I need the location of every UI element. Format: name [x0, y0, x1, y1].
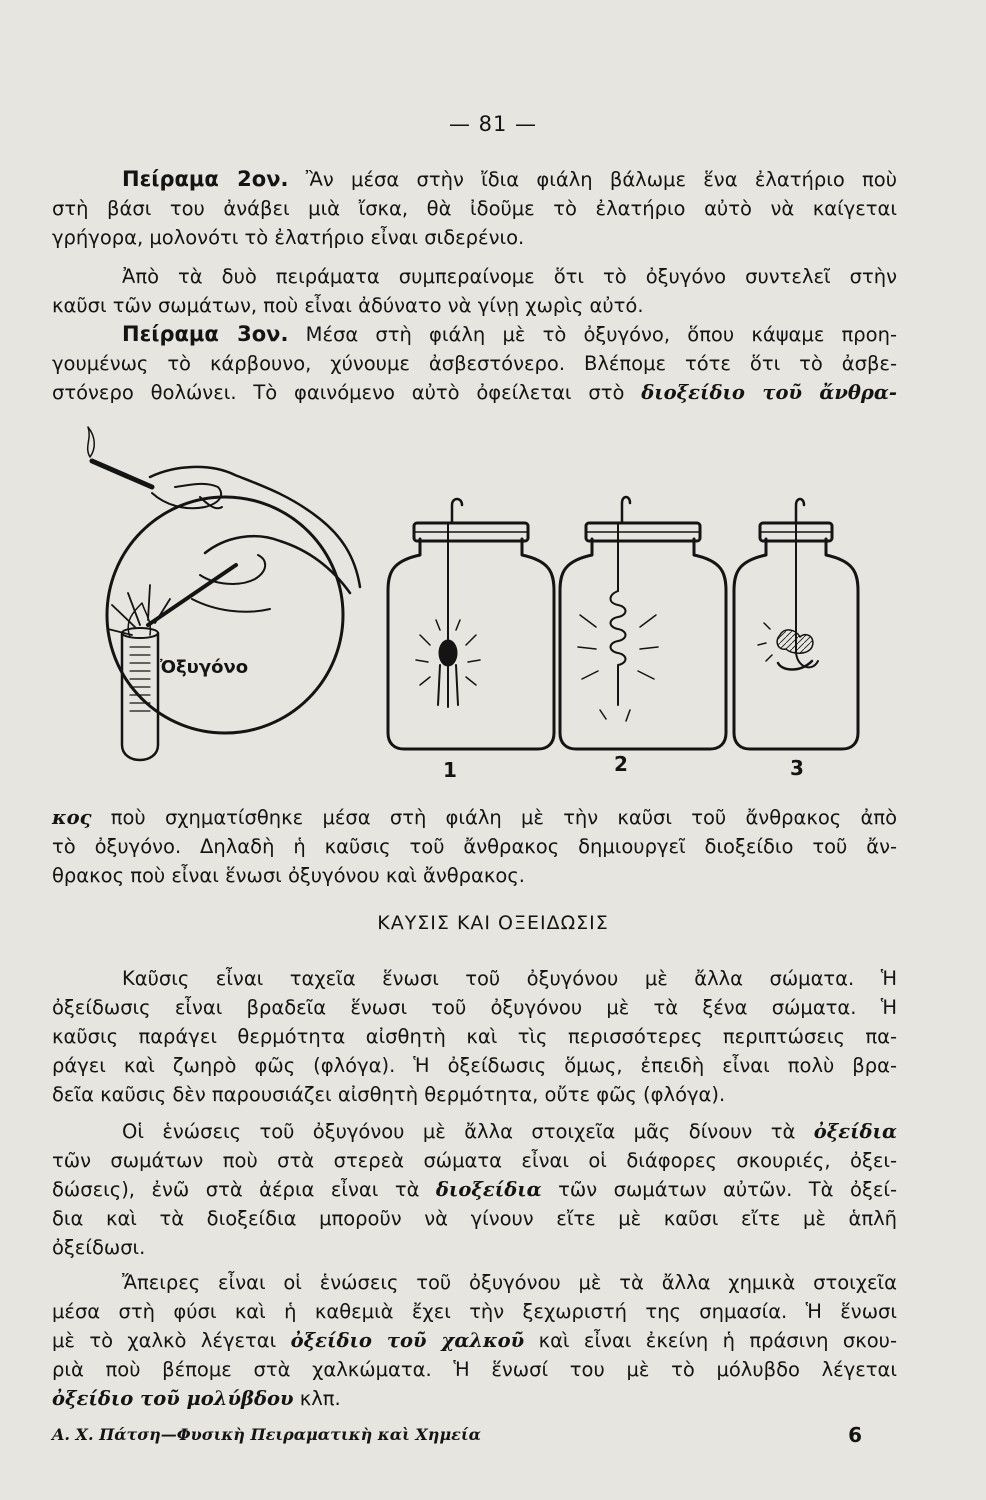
bottle-3 — [734, 499, 858, 749]
compounds-line: κλπ. — [293, 1387, 341, 1410]
compounds-line: καὶ εἶναι ἐκείνη ἡ πράσινη σκου- — [524, 1329, 898, 1352]
oxides-line: τῶν σωμάτων ποὺ στὰ στερεὰ σώματα εἶναι οἱ διάφορες σκουριές, ὀξει- — [52, 1149, 897, 1172]
conclusion-line: Ἀπὸ τὰ δυὸ πειράματα συμπεραίνομε ὅτι τὸ ὀξυγόνο συντελεῖ στὴν — [122, 265, 897, 288]
emphasis-dioxides: διοξείδια — [435, 1178, 542, 1201]
conclusion-line: καῦσι τῶν σωμάτων, ποὺ εἶναι ἀδύνατο νὰ γίνῃ χωρὶς αὐτό. — [52, 294, 644, 317]
oxides-line: δια καὶ τὰ διοξείδια μποροῦν νὰ γίνουν εἴτε μὲ καῦσι εἴτε μὲ ἁπλῆ — [52, 1207, 897, 1230]
conclusion-paragraph — [52, 262, 897, 320]
experiment-illustration — [0, 415, 986, 780]
emphasis-lead-oxide: ὀξείδιο τοῦ μολύβδου — [52, 1387, 294, 1410]
oxides-line: τῶν σωμάτων αὐτῶν. Τὰ ὀξεί- — [541, 1178, 897, 1201]
bottle-label-2: 2 — [614, 752, 628, 776]
footer — [52, 1423, 897, 1447]
emphasis-carbon-dioxide: διοξείδιο τοῦ ἄνθρα- — [641, 381, 897, 404]
continuation-line: θρακος ποὺ εἶναι ἕνωσι ὀξυγόνου καὶ ἄνθρακος. — [52, 864, 525, 887]
oxides-line: Οἱ ἑνώσεις τοῦ ὀξυγόνου μὲ ἄλλα στοιχεῖα μᾶς δίνουν τὰ — [122, 1120, 814, 1143]
emphasis-oxides: ὀξείδια — [813, 1120, 897, 1143]
oxides-line: δώσεις), ἐνῶ στὰ ἀέρια εἶναι τὰ — [52, 1178, 436, 1201]
compounds-line: μέσα στὴ φύσι καὶ ἡ καθεμιὰ ἔχει τὴν ξεχωριστή της σημασία. Ἡ ἕνωσι — [52, 1300, 897, 1323]
continuation-line: τὸ ὀξυγόνο. Δηλαδὴ ἡ καῦσις τοῦ ἄνθρακος δημιουργεῖ διοξείδιο τοῦ ἄν- — [52, 835, 897, 858]
experiment-3-line: Μέσα στὴ φιάλη μὲ τὸ ὀξυγόνο, ὅπου κάψαμε προη- — [305, 323, 897, 346]
test-tube-hatching — [130, 647, 150, 711]
combustion-paragraph — [52, 964, 897, 1109]
compounds-paragraph — [52, 1268, 897, 1413]
experiment-2-line: στὴ βάσι του ἀνάβει μιὰ ἴσκα, θὰ ἰδοῦμε τὸ ἐλατήριο αὐτὸ νὰ καίγεται — [52, 197, 897, 220]
oxygen-label: Ὀξυγόνο — [160, 657, 249, 678]
experiment-2-line: γρήγορα, μολονότι τὸ ἐλατήριο εἶναι σιδερένιο. — [52, 226, 525, 249]
match-stick — [92, 461, 152, 487]
bottle-2 — [560, 497, 726, 749]
splint-stick — [148, 565, 236, 625]
continuation-line: ποὺ σχηματίσθηκε μέσα στὴ φιάλη μὲ τὴν καῦσι τοῦ ἄνθρακος ἀπὸ — [91, 806, 897, 829]
experiment-3-line: στόνερο θολώνει. Τὸ φαινόμενο αὐτὸ ὀφείλεται στὸ — [52, 381, 642, 404]
oxides-paragraph — [52, 1117, 897, 1262]
experiment-2-title: Πείραμα 2ον. — [122, 167, 289, 191]
continuation-paragraph — [52, 803, 897, 890]
combustion-line: καῦσις παράγει θερμότητα αἰσθητὴ καὶ τὶς περισσότερες περιπτώσεις πα- — [52, 1025, 897, 1048]
match-flame-icon — [88, 427, 95, 457]
combustion-line: ὀξείδωσις εἶναι βραδεῖα ἕνωσι τοῦ ὀξυγόνου μὲ τὰ ξένα σώματα. Ἡ — [52, 996, 897, 1019]
emphasis-kos: κος — [52, 806, 92, 829]
bottle-1 — [388, 499, 554, 749]
footer-citation: Α. Χ. Πάτση—Φυσικὴ Πειραματικὴ καὶ Χημεία — [52, 1425, 481, 1444]
page-number: — 81 — — [448, 112, 538, 136]
combustion-line: δεῖα καῦσις δὲν παρουσιάζει αἰσθητὴ θερμότητα, οὔτε φῶς (φλόγα). — [52, 1083, 726, 1106]
emphasis-copper-oxide: ὀξείδιο τοῦ χαλκοῦ — [290, 1329, 525, 1352]
bottle-label-1: 1 — [443, 758, 457, 780]
section-title: ΚΑΥΣΙΣ ΚΑΙ ΟΞΕΙΔΩΣΙΣ — [377, 912, 609, 934]
experiment-3-paragraph — [52, 320, 897, 407]
oxides-line: ὀξείδωσι. — [52, 1236, 146, 1259]
signature-mark: 6 — [848, 1423, 862, 1447]
combustion-line: ράγει καὶ ζωηρὸ φῶς (φλόγα). Ἡ ὀξείδωσις ὅμως, ἐπειδὴ εἶναι πολὺ βρα- — [52, 1054, 897, 1077]
combustion-line: Καῦσις εἶναι ταχεῖα ἕνωσι τοῦ ὀξυγόνου μὲ ἄλλα σώματα. Ἡ — [122, 967, 897, 990]
magnifier-circle — [107, 497, 343, 733]
compounds-line: ριὰ ποὺ βέπομε στὰ χαλκώματα. Ἡ ἕνωσί του μὲ τὸ μόλυβδο λέγεται — [52, 1358, 897, 1381]
experiment-2-line: Ἂν μέσα στὴν ἴδια φιάλη βάλωμε ἕνα ἐλατήριο ποὺ — [305, 168, 897, 191]
bottle-label-3: 3 — [790, 756, 804, 780]
compounds-line: μὲ τὸ χαλκὸ λέγεται — [52, 1329, 291, 1352]
experiment-3-title: Πείραμα 3ον. — [122, 322, 289, 346]
experiment-3-line: γουμένως τὸ κάρβουνο, χύνουμε ἀσβεστόνερο. Βλέπομε τότε ὅτι τὸ ἀσβε- — [52, 352, 897, 375]
compounds-line: Ἄπειρες εἶναι οἱ ἑνώσεις τοῦ ὀξυγόνου μὲ τὰ ἄλλα χημικὰ στοιχεῖα — [122, 1271, 897, 1294]
experiment-2-paragraph — [52, 165, 897, 252]
